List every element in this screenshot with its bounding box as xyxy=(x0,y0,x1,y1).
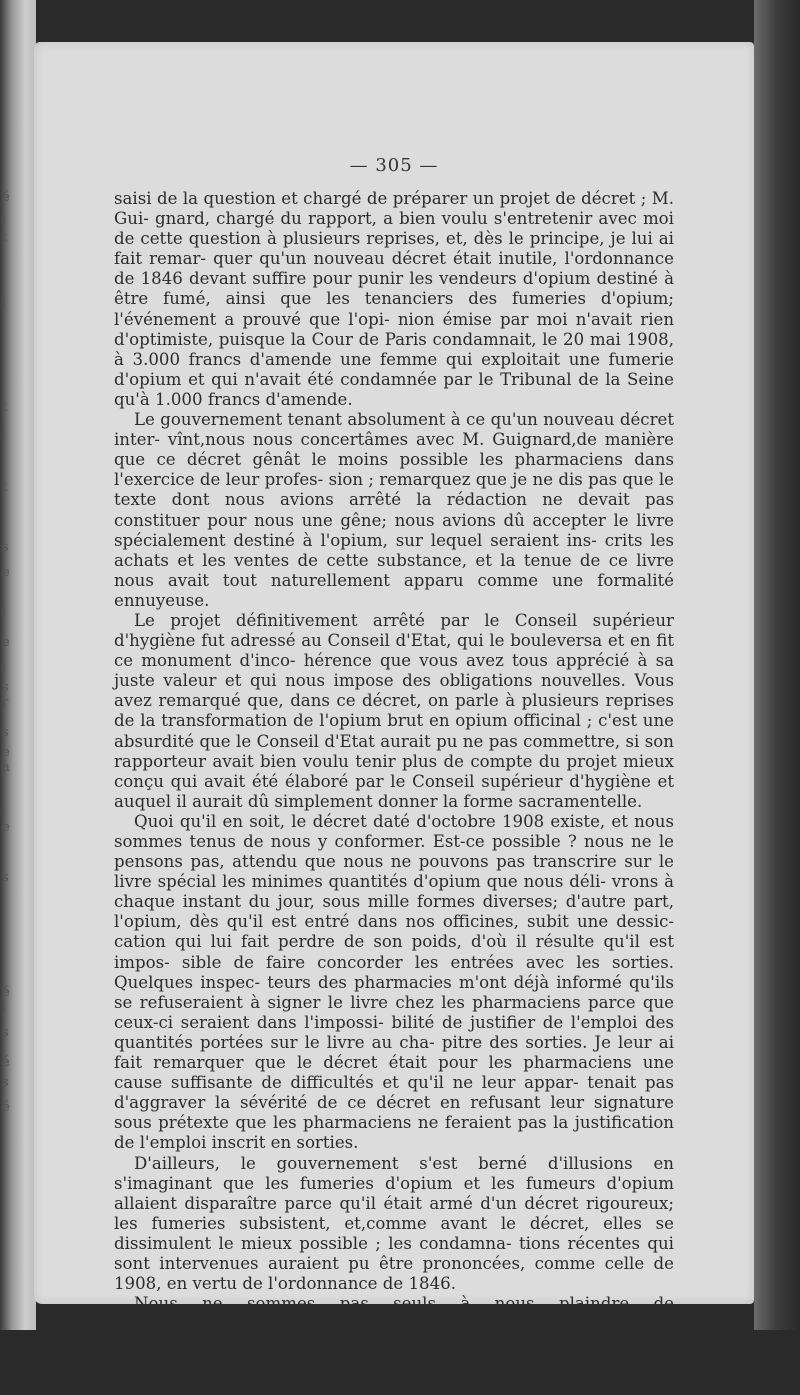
facing-page-fragment: t xyxy=(2,480,8,495)
text-line: question à plusieurs reprises, et, dès le principe, je lui ai fait remar- xyxy=(114,229,674,269)
facing-page-fragment: - xyxy=(2,805,7,820)
text-line: pharmaciens une cause suffisante de difficultés et qu'il ne leur appar- xyxy=(114,1053,674,1093)
paragraph xyxy=(114,410,674,611)
facing-page-fragment: t xyxy=(2,230,8,245)
paragraph xyxy=(114,611,674,812)
book-page xyxy=(34,42,754,1394)
text-line: nous avait tout naturellement apparu comme une formalité ennuyeuse. xyxy=(114,570,674,610)
text-line: Nous ne sommes pas seuls à nous plaindre de l'assujettissement créé xyxy=(114,1294,674,1334)
text-line: avec les sorties, et ils ont demandé au gouvernement l'abrogation de xyxy=(114,1354,674,1394)
facing-page-fragment: é xyxy=(2,985,10,1000)
page-number: — 305 — xyxy=(349,155,439,176)
facing-page-fragment: i xyxy=(2,295,7,310)
facing-page-fragment: s xyxy=(2,1025,9,1040)
text-line: gênât le moins possible les pharmaciens dans l'exercice de leur profes- xyxy=(114,450,674,490)
facing-page-fragment: i xyxy=(2,1000,7,1015)
facing-page-fragment: i xyxy=(2,660,7,675)
facing-page-fragment: e xyxy=(2,565,10,580)
facing-page-fragment: e xyxy=(2,820,10,835)
facing-page-fragment: l xyxy=(2,605,7,620)
text-line: ce décret innoportun. xyxy=(481,1374,665,1394)
text-line: compte du projet mieux conçu qui avait été élaboré par le Conseil xyxy=(114,751,674,791)
text-line: sous prétexte que les pharmaciens ne feraient pas la justification de xyxy=(114,1113,674,1153)
text-line: suffire pour punir les vendeurs d'opium destiné à être fumé, ainsi que xyxy=(114,269,674,309)
facing-page-fragment: r xyxy=(2,695,9,710)
text-line: cation qui lui fait perdre de son poids, d'où il résulte qu'il est impos- xyxy=(114,932,674,972)
text-line: la rédaction ne devait pas constituer pour nous une gêne; nous avions dû xyxy=(114,490,674,530)
scan-background xyxy=(754,0,800,1330)
facing-page-fragment: s xyxy=(2,540,9,555)
text-line: Quoi qu'il en soit, le décret daté d'octobre 1908 existe, et nous xyxy=(134,811,674,831)
page-body xyxy=(114,189,674,1395)
text-line: le pensons pas, attendu que nous ne pouvons pas transcrire xyxy=(114,832,675,872)
text-line: Tribunal de la Seine qu'à 1.000 francs d'amende. xyxy=(114,369,674,409)
paragraph xyxy=(114,1154,674,1295)
text-line: décret, on parle à plusieurs reprises de la transformation de l'opium xyxy=(114,691,675,731)
facing-page-fragment: s xyxy=(2,870,9,885)
text-line: mêmes ennuis et les mêmes difficultés pour faire concorder les entrées xyxy=(114,1334,674,1374)
text-line: quer qu'un nouveau décret était inutile, l'ordonnance de 1846 devant xyxy=(114,249,674,289)
paragraph xyxy=(114,812,674,1154)
text-line: bilité de justifier de l'emploi des quantités portées sur le livre au cha- xyxy=(114,1012,675,1052)
facing-page-fragment: a xyxy=(2,760,10,775)
facing-page-fragment: é xyxy=(2,190,10,205)
text-line: D'ailleurs, le gouvernement s'est berné d'illusions en s'imaginant que xyxy=(114,1153,674,1193)
facing-page-fragment: e xyxy=(2,745,10,760)
text-line: condamnait, le 20 mai 1908, à 3.000 francs d'amende une femme qui xyxy=(114,329,674,369)
text-line: nion émise par moi n'avait rien d'optimiste, puisque la Cour de Paris xyxy=(114,309,675,349)
text-line: supérieur d'hygiène et auquel il aurait dû simplement donner la forme xyxy=(114,771,674,811)
text-line: sion ; remarquez que je ne dis pas que le texte dont nous avions arrêté xyxy=(114,470,674,510)
text-line: pu ne pas commettre, si son rapporteur avait bien voulu tenir plus de xyxy=(114,731,674,771)
text-line: sacramentelle. xyxy=(518,791,643,811)
facing-page-fragment: i xyxy=(2,212,7,227)
previous-page-edge xyxy=(0,0,36,1330)
facing-page-fragment: s xyxy=(2,725,9,740)
text-line: par le décret du 1er octobre 1908; les droguistes éprouvent les xyxy=(114,1314,674,1354)
text-line: Le gouvernement tenant absolument à ce qu'un nouveau décret inter- xyxy=(114,410,674,450)
text-line: tenait pas d'aggraver la sévérité de ce décret en refusant leur signature xyxy=(114,1073,674,1113)
paragraph xyxy=(114,1294,674,1394)
text-line: l'emploi inscrit en sorties. xyxy=(139,1133,359,1153)
text-line: crits les achats et les ventes de cette substance, et la tenue de ce livre xyxy=(114,530,674,570)
text-line: qu'il était armé d'un décret rigoureux; les fumeries subsistent, et,comme xyxy=(114,1193,674,1233)
text-line: les fumeries d'opium et les fumeurs d'opium allaient disparaître parce xyxy=(114,1173,674,1213)
text-line: hérence que vous avez tous apprécié à sa juste valeur et qui nous xyxy=(114,651,675,691)
text-line: Le projet définitivement arrêté par le Conseil supérieur d'hygiène fut xyxy=(114,610,674,651)
text-line: adressé au Conseil d'Etat, qui le bouleversa et en fit ce monument d'inco- xyxy=(114,631,674,671)
text-line: tions récentes qui sont intervenues auraient pu être prononcées, comme xyxy=(114,1233,674,1273)
text-line: brut en opium officinal ; c'est une absurdité que le Conseil d'Etat aurait xyxy=(114,711,674,751)
text-line: pitre des sorties. Je leur ai fait remarquer que le décret était pour les xyxy=(114,1032,675,1073)
text-line: gnard, chargé du rapport, a bien voulu s'entretenir avec moi de cette xyxy=(114,209,674,249)
text-line: sur le livre spécial les minimes quantités d'opium que nous déli- xyxy=(114,852,674,892)
text-line: impose des obligations nouvelles. Vous avez remarqué que, dans ce xyxy=(114,671,674,711)
text-line: saisi de la question et chargé de préparer un projet de décret ; M. Gui- xyxy=(114,189,674,229)
text-line: celle de 1908, en vertu de l'ordonnance de 1846. xyxy=(114,1253,674,1294)
text-line: sommes tenus de nous y conformer. Est-ce possible ? nous ne xyxy=(114,832,652,851)
facing-page-fragment: é xyxy=(2,1055,10,1070)
facing-page-fragment: l xyxy=(2,425,7,440)
facing-page-fragment: t xyxy=(2,400,8,415)
facing-page-fragment: e xyxy=(2,635,10,650)
text-line: les tenanciers des fumeries d'opium; l'événement a prouvé que l'opi- xyxy=(114,289,674,329)
text-line: teurs des pharmacies m'ont déjà informé qu'ils se refuseraient à signer xyxy=(114,972,674,1012)
text-line: vrons à chaque instant du jour, sous mille formes diverses; d'autre xyxy=(114,872,675,912)
text-line: accepter le livre spécialement destiné à l'opium, sur lequel seraient ins- xyxy=(114,510,674,550)
text-line: avant le décret, elles se dissimulent le mieux possible ; les condamna- xyxy=(114,1213,675,1253)
text-line: vînt,nous nous concertâmes avec M. Guignard,de manière que ce décret xyxy=(114,430,674,470)
text-line: le livre chez les pharmaciens parce que ceux-ci seraient dans l'impossi- xyxy=(114,992,675,1032)
facing-page-fragment: s xyxy=(2,1075,9,1090)
text-line: exploitait une fumerie d'opium et qui n'avait été condamnée par le xyxy=(114,349,674,389)
text-line: sible de faire concorder les entrées avec les sorties. Quelques inspec- xyxy=(114,952,675,992)
text-line: part, l'opium, dès qu'il est entré dans nos officines, subit une dessic- xyxy=(114,892,674,932)
facing-page-fragment: é xyxy=(2,1100,10,1115)
facing-page-fragment: s xyxy=(2,680,9,695)
paragraph xyxy=(114,189,674,410)
